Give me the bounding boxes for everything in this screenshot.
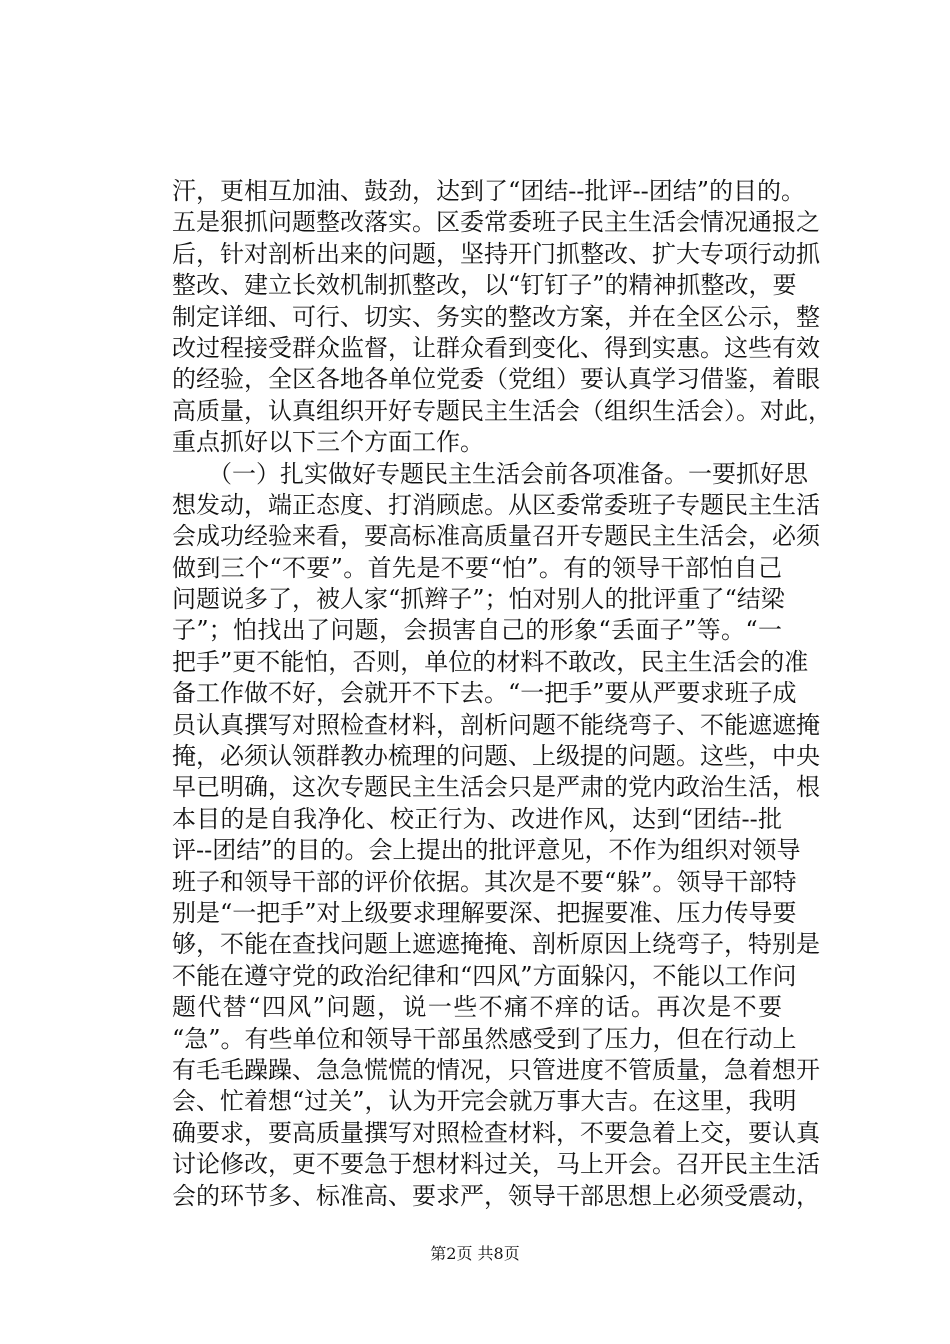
text-line: “急”。有些单位和领导干部虽然感受到了压力，但在行动上 xyxy=(172,1024,797,1053)
text-line: 会、忙着想“过关”，认为开完会就万事大吉。在这里，我明 xyxy=(172,1087,797,1116)
text-line: 高质量，认真组织开好专题民主生活会（组织生活会）。对此， xyxy=(172,396,832,425)
text-line: 员认真撰写对照检查材料，剖析问题不能绕弯子、不能遮遮掩 xyxy=(172,710,820,739)
body-text xyxy=(172,176,832,1212)
text-line: 班子和领导干部的评价依据。其次是不要“躲”。领导干部特 xyxy=(172,867,797,896)
text-line: 想发动，端正态度、打消顾虑。从区委常委班子专题民主生活 xyxy=(172,490,820,519)
text-line: 评--团结”的目的。会上提出的批评意见，不作为组织对领导 xyxy=(172,836,801,865)
text-line: （一）扎实做好专题民主生活会前各项准备。一要抓好思 xyxy=(172,459,808,488)
text-line: 五是狠抓问题整改落实。区委常委班子民主生活会情况通报之 xyxy=(172,208,820,237)
text-line: 把手”更不能怕，否则，单位的材料不敢改，民主生活会的准 xyxy=(172,647,809,676)
text-line: 重点抓好以下三个方面工作。 xyxy=(172,428,484,457)
text-line: 改过程接受群众监督，让群众看到变化、得到实惠。这些有效 xyxy=(172,333,820,362)
text-line: 会的环节多、标准高、要求严，领导干部思想上必须受震动， xyxy=(172,1181,820,1210)
text-line: 制定详细、可行、切实、务实的整改方案，并在全区公示，整 xyxy=(172,302,820,331)
text-line: 汗，更相互加油、鼓劲，达到了“团结--批评--团结”的目的。 xyxy=(172,177,805,205)
text-line: 后，针对剖析出来的问题，坚持开门抓整改、扩大专项行动抓 xyxy=(172,239,820,268)
text-line: 够，不能在查找问题上遮遮掩掩、剖析原因上绕弯子，特别是 xyxy=(172,930,820,959)
text-line: 题代替“四风”问题，说一些不痛不痒的话。再次是不要 xyxy=(172,993,782,1022)
text-line: 问题说多了，被人家“抓辫子”；怕对别人的批评重了“结梁 xyxy=(172,585,785,614)
text-line: 子”；怕找出了问题，会损害自己的形象“丢面子”等。“一 xyxy=(172,616,782,645)
text-line: 讨论修改，更不要急于想材料过关，马上开会。召开民主生活 xyxy=(172,1150,820,1179)
text-line: 不能在遵守党的政治纪律和“四风”方面躲闪，不能以工作问 xyxy=(172,961,797,990)
text-line: 整改、建立长效机制抓整改，以“钉钉子”的精神抓整改，要 xyxy=(172,271,797,300)
text-line: 有毛毛躁躁、急急慌慌的情况，只管进度不管质量，急着想开 xyxy=(172,1055,820,1084)
text-line: 确要求，要高质量撰写对照检查材料，不要急着上交，要认真 xyxy=(172,1118,820,1147)
text-line: 备工作做不好，会就开不下去。“一把手”要从严要求班子成 xyxy=(172,679,797,708)
page-footer: 第2页 共8页 xyxy=(430,1244,520,1263)
text-line: 掩，必须认领群教办梳理的问题、上级提的问题。这些，中央 xyxy=(172,742,820,771)
text-line: 会成功经验来看，要高标准高质量召开专题民主生活会，必须 xyxy=(172,522,820,551)
text-line: 做到三个“不要”。首先是不要“怕”。有的领导干部怕自己 xyxy=(172,553,782,582)
text-line: 别是“一把手”对上级要求理解要深、把握要准、压力传导要 xyxy=(172,898,797,927)
text-line: 的经验，全区各地各单位党委（党组）要认真学习借鉴，着眼 xyxy=(172,365,820,394)
text-line: 本目的是自我净化、校正行为、改进作风，达到“团结--批 xyxy=(172,804,782,833)
text-line: 早已明确，这次专题民主生活会只是严肃的党内政治生活，根 xyxy=(172,773,820,802)
